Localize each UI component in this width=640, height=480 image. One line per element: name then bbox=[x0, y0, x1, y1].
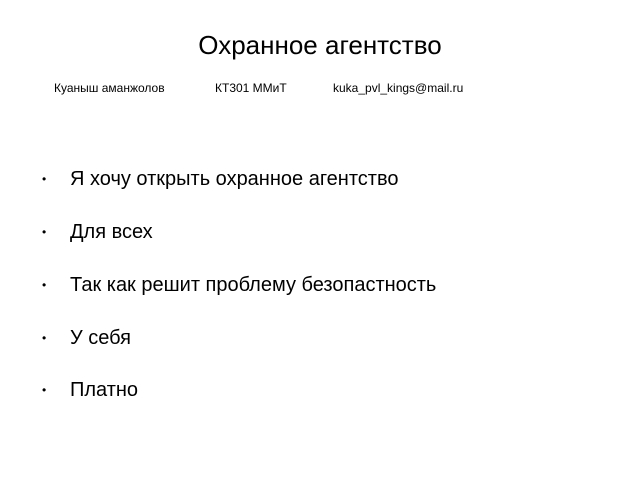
bullet-dot-icon: • bbox=[42, 278, 47, 292]
slide-title: Охранное агентство bbox=[198, 30, 442, 60]
bullet-item bbox=[42, 325, 131, 351]
bullet-text: У себя bbox=[70, 327, 132, 349]
bullet-text: Я хочу открыть охранное агентство bbox=[70, 168, 399, 190]
bullet-text: Платно bbox=[70, 379, 139, 401]
bullet-dot-icon: • bbox=[42, 172, 47, 186]
group-code: КТ301 ММиТ bbox=[215, 81, 287, 95]
bullet-text: Для всех bbox=[70, 221, 153, 243]
bullet-dot-icon: • bbox=[42, 225, 47, 239]
author-name: Куаныш аманжолов bbox=[54, 81, 165, 95]
bullet-item bbox=[42, 272, 436, 298]
bullet-item bbox=[42, 166, 398, 192]
bullet-text: Так как решит проблему безопастность bbox=[70, 274, 437, 296]
bullet-item bbox=[42, 219, 153, 245]
bullet-dot-icon: • bbox=[42, 383, 47, 397]
bullet-dot-icon: • bbox=[42, 331, 47, 345]
bullet-item bbox=[42, 377, 138, 403]
author-email: kuka_pvl_kings@mail.ru bbox=[333, 81, 464, 95]
